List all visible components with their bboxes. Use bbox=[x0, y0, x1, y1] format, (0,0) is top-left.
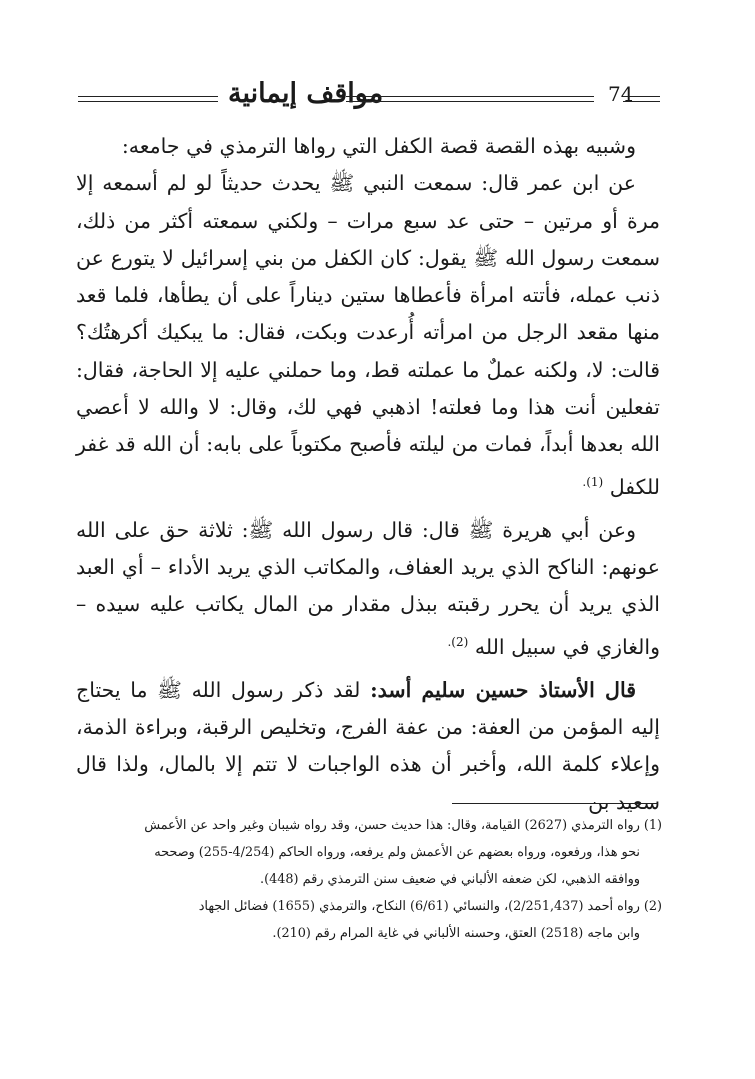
page-header bbox=[78, 78, 660, 118]
footnote-1-line-1: (1) رواه الترمذي (2627) القيامة، وقال: هذا حديث حسن، وقد رواه شيبان وغير واحد عن الأعمش bbox=[144, 818, 662, 833]
kifl-hadith-text: عن ابن عمر قال: سمعت النبي ﷺ يحدث حديثاً لو لم أسمعه إلا مرة أو مرتين – حتى عد سبع مرات – ولكني سمعته أكثر من ذلك، سمعت رسول الله ﷺ يقول: كان الكفل من بني إسرائيل لا يتورع عن ذنب عمله، فأتته امرأة فأعطاها ستين ديناراً على أن يطأها، فلما قعد منها مقعد الرجل من امرأته أُرعدت وبكت، فقال: ما يبكيك أكرهتُك؟ قالت: لا، ولكنه عملٌ ما عملته قط، وما حملني عليه إلا الحاجة، فقال: تفعلين أنت هذا وما فعلته! اذهبي فهي لك، وقال: لا والله لا أعصي الله بعدها أبداً، فمات من ليلته فأصبح مكتوباً على بابه: أن الله قد غفر للكفل bbox=[76, 171, 660, 499]
header-rule-mid-top bbox=[346, 96, 594, 97]
header-rule-left-bottom bbox=[78, 101, 218, 102]
three-rights-text: وعن أبي هريرة ﷺ قال: قال رسول الله ﷺ: ثلاثة حق على الله عونهم: الناكح الذي يريد العفاف، والمكاتب الذي يريد الأداء – أي العبد الذي يريد أن يحرر رقبته ببذل مقدار من المال يكاتب عليه سيده – والغازي في سبيل الله bbox=[76, 517, 660, 659]
footnote-ref-1: (1). bbox=[582, 474, 604, 489]
main-text bbox=[76, 128, 660, 821]
commentary-text: لقد ذكر رسول الله ﷺ ما يحتاج إليه المؤمن من العفة: من عفة الفرج، وتخليص الرقبة، وبراءة الذمة، وإعلاء كلمة الله، وأخبر أن هذه الواجبات لا تتم إلا بالمال، ولذا قال سعيد بن bbox=[76, 677, 660, 814]
footnote-1-line-3: ووافقه الذهبي، لكن ضعفه الألباني في ضعيف سنن الترمذي رقم (448). bbox=[260, 872, 640, 887]
footnote-divider bbox=[452, 803, 658, 804]
header-rule-right-top bbox=[623, 96, 660, 97]
footnotes bbox=[76, 812, 662, 947]
paragraph-kifl-hadith bbox=[76, 165, 660, 506]
running-title: مواقف إيمانية bbox=[228, 78, 384, 109]
paragraph-intro: وشبيه بهذه القصة قصة الكفل التي رواها الترمذي في جامعه: bbox=[121, 134, 636, 158]
page-number: 74 bbox=[608, 82, 634, 106]
header-rule-right-bottom bbox=[623, 101, 660, 102]
footnote-2-line-2: وابن ماجه (2518) العتق، وحسنه الألباني في غاية المرام رقم (210). bbox=[272, 926, 640, 941]
header-rule-mid-bottom bbox=[346, 101, 594, 102]
header-rule-left-top bbox=[78, 96, 218, 97]
paragraph-three-rights-hadith bbox=[76, 512, 660, 666]
footnote-2-line-1: (2) رواه أحمد (2/251,437)، والنسائي (6/61) النكاح، والترمذي (1655) فضائل الجهاد bbox=[198, 899, 662, 914]
footnote-1-line-2: نحو هذا، ورفعوه، ورواه بعضهم عن الأعمش ولم يرفعه، ورواه الحاكم (4/254-255) وصححه bbox=[154, 845, 640, 860]
footnote-ref-2: (2). bbox=[447, 634, 469, 649]
commentator-name: قال الأستاذ حسين سليم أسد: bbox=[370, 677, 636, 702]
paragraph-commentary bbox=[76, 672, 660, 821]
